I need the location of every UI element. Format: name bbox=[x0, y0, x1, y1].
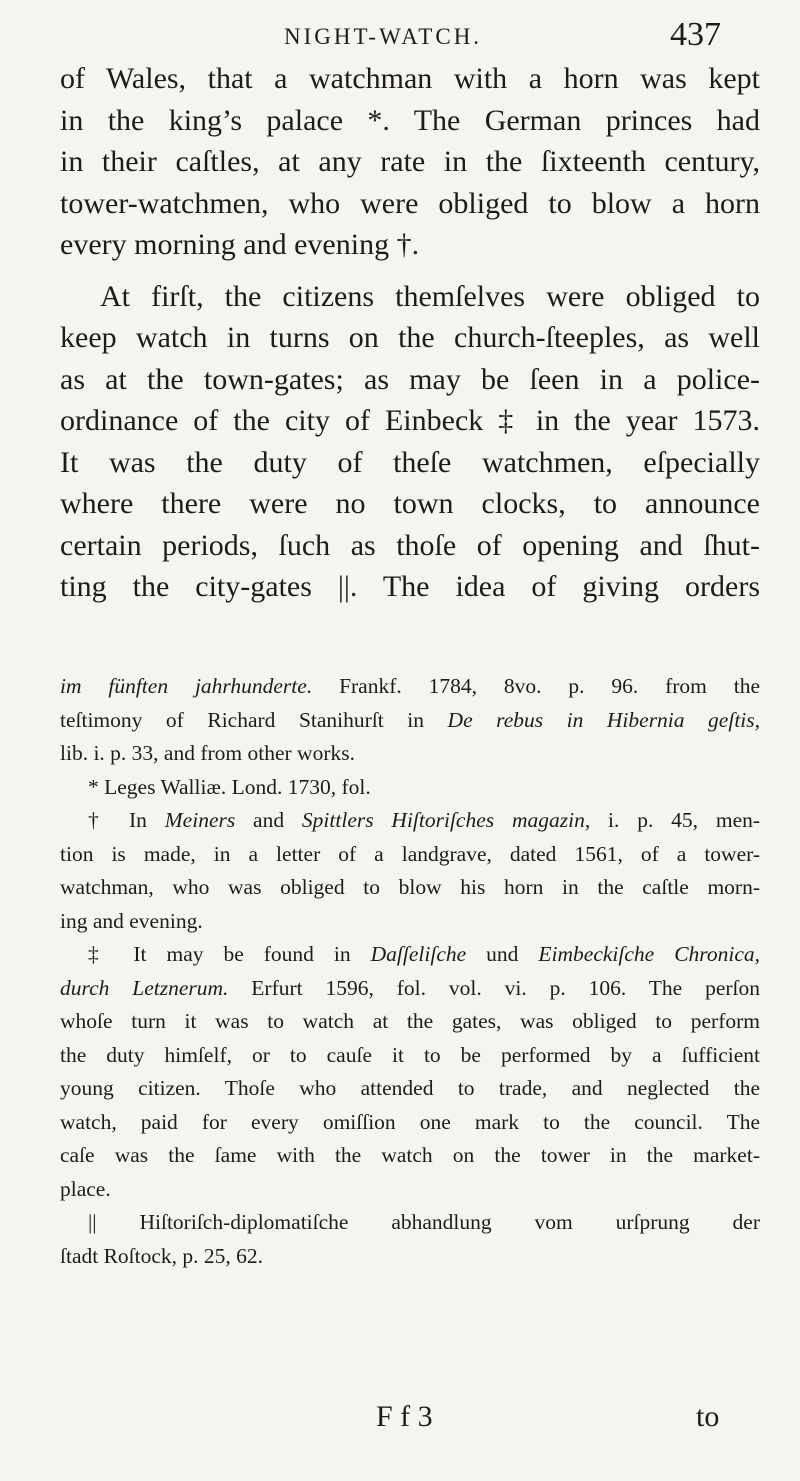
note-text: Erfurt 1596, fol. vol. vi. p. 106. The perſon bbox=[228, 975, 760, 1000]
page-footer bbox=[0, 1400, 800, 1448]
text-line: At firſt, the citizens themſelves were obliged to bbox=[100, 279, 760, 313]
note-line: ſtadt Roſtock, p. 25, 62. bbox=[60, 1243, 264, 1268]
note-line: || Hiſtoriſch-diplomatiſche abhandlung vom urſprung der bbox=[88, 1210, 760, 1234]
footnote-continuation bbox=[60, 670, 760, 771]
text-line: where there were no town clocks, to announce bbox=[60, 487, 760, 520]
note-line: ing and evening. bbox=[60, 908, 203, 933]
note-text: † In bbox=[88, 808, 165, 832]
note-line bbox=[60, 670, 760, 704]
note-line: watchman, who was obliged to blow his horn in the caſtle morn- bbox=[60, 875, 760, 899]
note-line: lib. i. p. 33, and from other works. bbox=[60, 741, 355, 765]
text-line: ordinance of the city of Einbeck ‡ in the year 1573. bbox=[60, 404, 760, 437]
text-line: in the king’s palace *. The German princes had bbox=[60, 103, 760, 137]
text-line: every morning and evening †. bbox=[60, 228, 420, 261]
note-text: teſtimony of Richard Stanihurſt in bbox=[60, 707, 448, 732]
note-text: and bbox=[235, 808, 302, 832]
note-text: , i. p. 45, men- bbox=[584, 808, 761, 832]
note-line: caſe was the ſame with the watch on the tower in the market- bbox=[60, 1143, 760, 1167]
italic-title: De rebus in Hibernia geſtis bbox=[447, 707, 755, 732]
text-line: in their caſtles, at any rate in the ſixteenth century, bbox=[60, 145, 760, 178]
note-text: , bbox=[754, 942, 760, 966]
footnote-star bbox=[60, 771, 760, 805]
note-line bbox=[60, 804, 760, 838]
note-line: place. bbox=[60, 1176, 111, 1201]
note-text: ‡ It may be found in bbox=[88, 942, 371, 966]
italic-title: Eimbeckiſche Chronica bbox=[538, 942, 755, 966]
note-line: tion is made, in a letter of a landgrave, dated 1561, of a tower- bbox=[60, 841, 760, 866]
text-line: ting the city-gates ||. The idea of giving orders bbox=[60, 570, 760, 603]
note-line bbox=[60, 972, 760, 1006]
running-title: NIGHT-WATCH. bbox=[284, 24, 483, 49]
footnotes bbox=[60, 670, 760, 1273]
italic-title: Spittlers Hiſtoriſches magazin bbox=[301, 808, 585, 832]
note-line: the duty himſelf, or to cauſe it to be performed by a ſufficient bbox=[60, 1042, 760, 1067]
italic-title: Meiners bbox=[164, 808, 236, 832]
note-line: young citizen. Thoſe who attended to trade, and neglected the bbox=[60, 1076, 760, 1100]
italic-title: Daſſeliſche bbox=[370, 942, 467, 966]
note-text: Frankf. 1784, 8vo. p. 96. from the bbox=[312, 674, 760, 698]
note-text: , bbox=[754, 707, 761, 732]
paragraph-2 bbox=[60, 276, 760, 608]
note-line: watch, paid for every omiſſion one mark to the council. The bbox=[60, 1109, 760, 1134]
text-line: certain periods, ſuch as thoſe of opening and ſhut- bbox=[60, 528, 760, 562]
note-line bbox=[60, 938, 760, 972]
note-text: und bbox=[466, 942, 539, 966]
text-line: of Wales, that a watchman with a horn was kept bbox=[60, 62, 760, 95]
text-line: It was the duty of theſe watchmen, eſpecially bbox=[60, 445, 760, 479]
text-line: keep watch in turns on the church-ſteeples, as well bbox=[60, 321, 760, 354]
footnote-parallel bbox=[60, 1206, 760, 1273]
italic-title: im fünften jahrhunderte. bbox=[60, 674, 313, 698]
note-line bbox=[60, 704, 760, 738]
signature-mark: F f 3 bbox=[376, 1400, 433, 1433]
body-text bbox=[60, 58, 760, 608]
note-line: * Leges Walliæ. Lond. 1730, fol. bbox=[88, 774, 371, 799]
note-line: whoſe turn it was to watch at the gates, was obliged to perform bbox=[60, 1009, 760, 1033]
page-header bbox=[0, 12, 800, 58]
catchword: to bbox=[696, 1400, 720, 1433]
paragraph-1 bbox=[60, 58, 760, 266]
footnote-dagger bbox=[60, 804, 760, 938]
italic-title: durch Letznerum. bbox=[60, 975, 229, 1000]
text-line: tower-watchmen, who were obliged to blow a horn bbox=[60, 186, 760, 220]
text-line: as at the town-gates; as may be ſeen in a police- bbox=[60, 362, 760, 396]
page-number: 437 bbox=[670, 16, 721, 53]
footnote-double-dagger bbox=[60, 938, 760, 1206]
